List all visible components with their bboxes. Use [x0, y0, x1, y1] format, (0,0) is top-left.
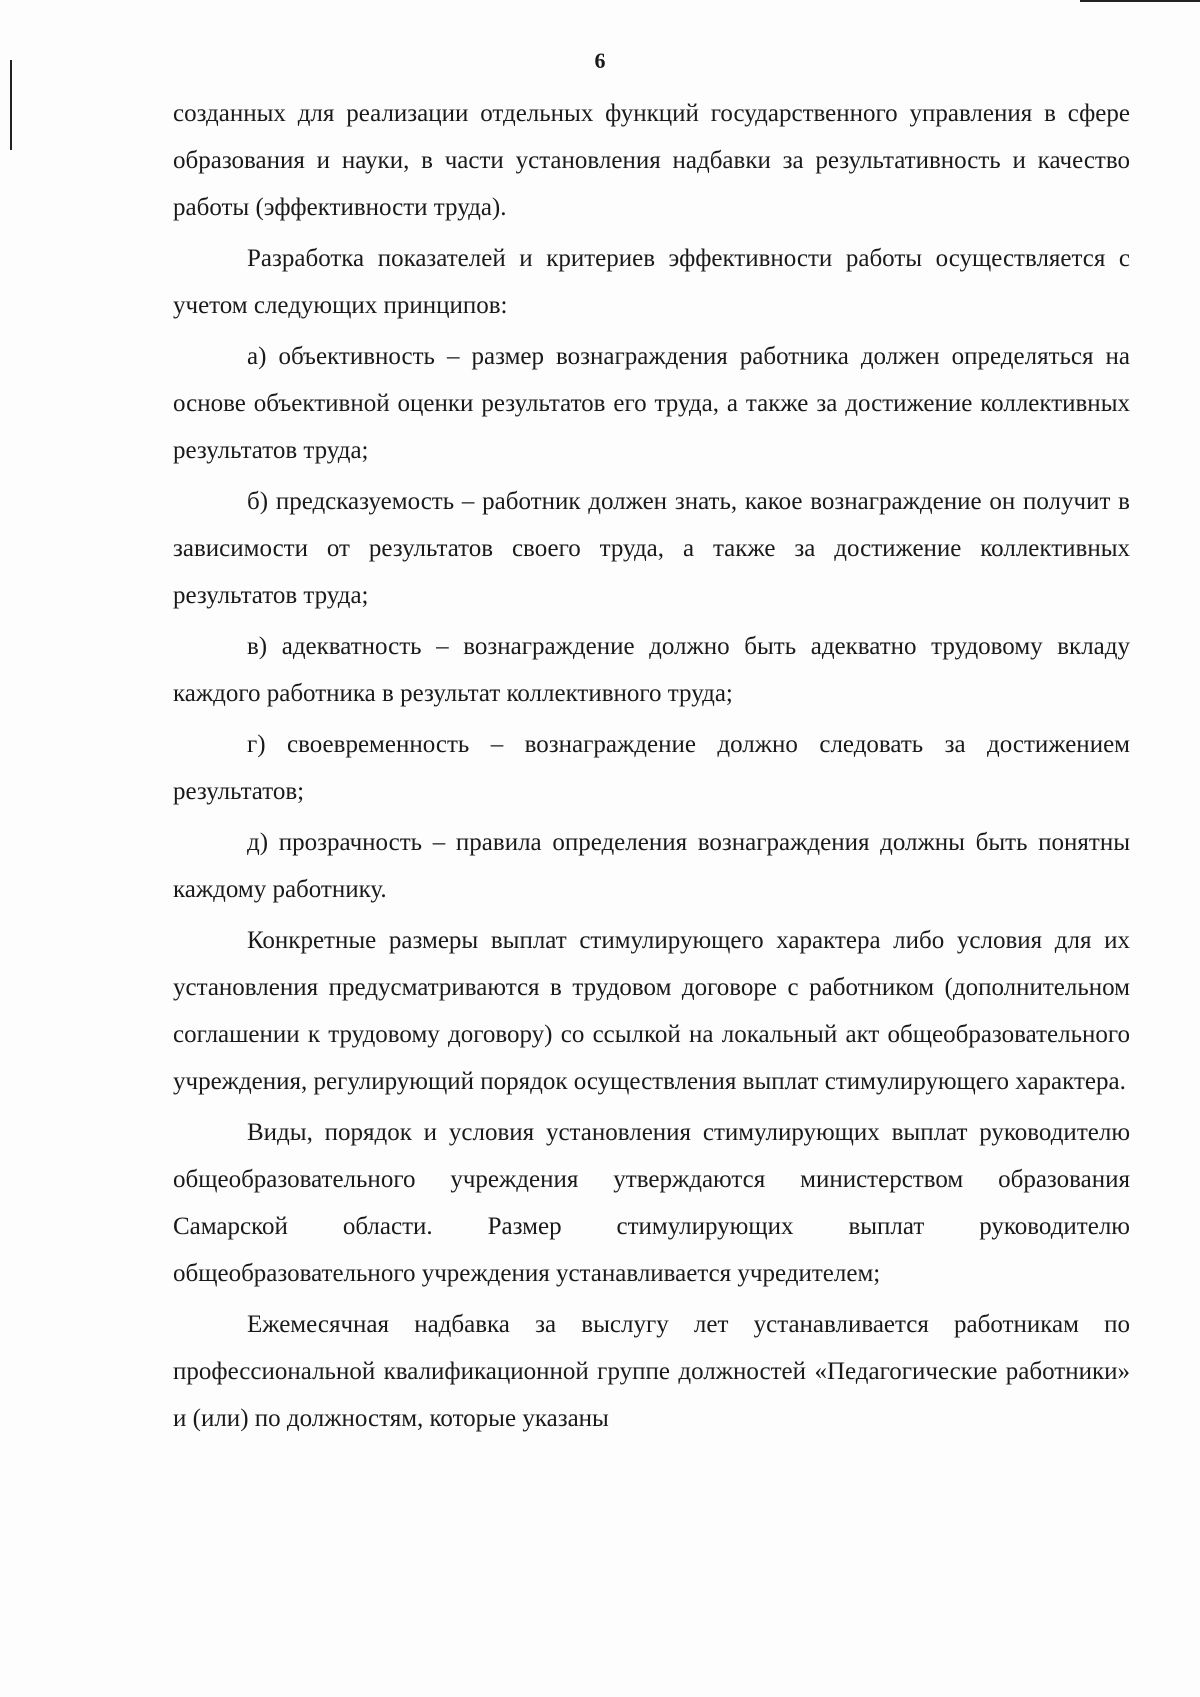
scan-top-line: [1080, 0, 1200, 2]
paragraph-director-payments: Виды, порядок и условия установления стимулирующих выплат руководителю общеобразовательного учреждения утверждаются министерством образования Самарской области. Размер стимулирующих выплат руководителю общеобразовательного учреждения устанавливается учредителем;: [173, 1119, 1130, 1287]
paragraph-predictability: б) предсказуемость – работник должен знать, какое вознаграждение он получит в зависимости от результатов своего труда, а также за достижение коллективных результатов труда;: [173, 488, 1130, 609]
paragraph-seniority-bonus: Ежемесячная надбавка за выслугу лет устанавливается работникам по профессиональной квалификационной группе должностей «Педагогические работники» и (или) по должностям, которые указаны: [173, 1311, 1130, 1432]
paragraph-timeliness: г) своевременность – вознаграждение должно следовать за достижением результатов;: [173, 731, 1130, 805]
paragraph-continuation: созданных для реализации отдельных функций государственного управления в сфере образования и науки, в части установления надбавки за результативность и качество работы (эффективности труда).: [173, 100, 1130, 221]
paragraph-principles-intro: Разработка показателей и критериев эффективности работы осуществляется с учетом следующих принципов:: [173, 245, 1130, 319]
page-number: 6: [594, 48, 606, 73]
paragraph-objectivity: а) объективность – размер вознаграждения работника должен определяться на основе объективной оценки результатов его труда, а также за достижение коллективных результатов труда;: [173, 343, 1130, 464]
paragraph-adequacy: в) адекватность – вознаграждение должно быть адекватно трудовому вкладу каждого работника в результат коллективного труда;: [173, 633, 1130, 707]
paragraph-payment-sizes: Конкретные размеры выплат стимулирующего характера либо условия для их установления предусматриваются в трудовом договоре с работником (дополнительном соглашении к трудовому договору) со ссылкой на локальный акт общеобразовательного учреждения, регулирующий порядок осуществления выплат стимулирующего характера.: [173, 927, 1130, 1095]
document-body: [173, 90, 1130, 1446]
paragraph-transparency: д) прозрачность – правила определения вознаграждения должны быть понятны каждому работнику.: [173, 829, 1130, 903]
